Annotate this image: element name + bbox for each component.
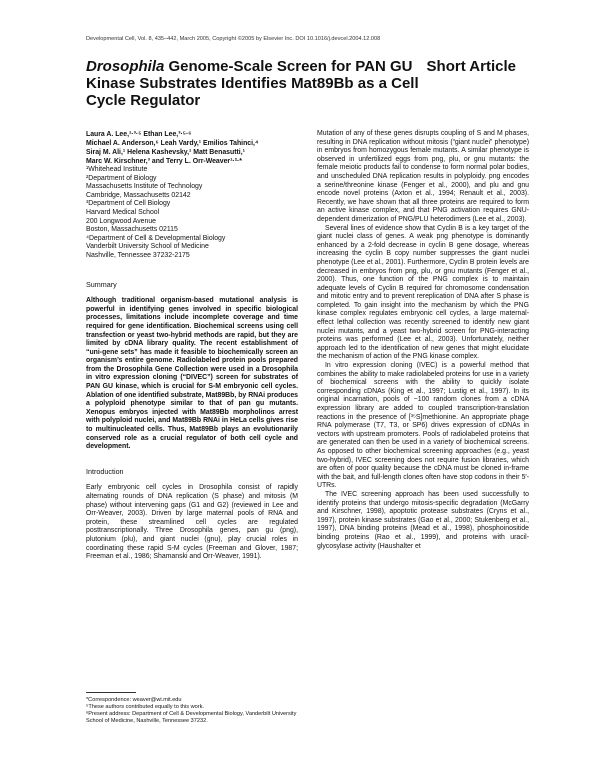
author-line: Siraj M. Ali,¹ Helena Kashevsky,¹ Matt Benasutti,¹: [86, 149, 245, 156]
article-title: [86, 58, 436, 109]
title-text: Genome-Scale Screen for PAN GU Kinase Substrates Identifies Mat89Bb as a Cell Cycle Regulator: [86, 58, 419, 109]
affiliation-line: Vanderbilt University School of Medicine: [86, 243, 209, 251]
title-italic-genus: Drosophila: [86, 58, 165, 75]
affiliation-line: 200 Longwood Avenue: [86, 217, 156, 225]
footnote-present-address: ⁶Present address: Department of Cell & Developmental Biology, Vanderbilt University School of Medicine, Nashville, Tennessee 37232.: [86, 711, 297, 724]
footnote-rule: [86, 692, 136, 693]
author-list: [86, 130, 298, 166]
introduction-paragraph: Early embryonic cell cycles in Drosophila consist of rapidly alternating rounds of DNA replication (S phase) and mitosis (M phase) without intervening gaps (G1 and G2) (reviewed in Lee and Orr-Weaver, 2003). Driven by large maternal pools of RNA and protein, these streamlined cell cycles are regulated posttranscriptionally. Three Drosophila genes, pan gu (png), plutonium (plu), and giant nuclei (gnu), play crucial roles in coordinating these rapid S-M cycles (Freeman and Glover, 1987; Freeman et al., 1986; Shamanski and Orr-Weaver, 1991).: [86, 484, 298, 561]
body-paragraph: The IVEC screening approach has been used successfully to identify proteins that undergo mitosis-specific degradation (McGarry and Kirschner, 1998), apoptotic protease substrates (Cryns et al., 1997), protein kinase substrates (Gao et al., 2000; Stukenberg et al., 1997), DNA binding proteins (Mead et al., 1998), phosphoinositide binding proteins (Rao et al., 1999), and proteins with uracil-glycosylase activity (Haushalter et: [317, 490, 529, 550]
affiliation-line: Harvard Medical School: [86, 208, 160, 216]
author-line: Marc W. Kirschner,³ and Terry L. Orr-Weaver¹·²·*: [86, 158, 242, 165]
journal-citation-line: Developmental Cell, Vol. 8, 435–442, March 2005, Copyright ©2005 by Elsevier Inc. DOI 10.1016/j.devcel.2004.12.008: [86, 36, 381, 42]
affiliation-line: Massachusetts Institute of Technology: [86, 183, 203, 191]
author-line: Michael A. Anderson,⁶ Leah Vardy,¹ Emilios Tahinci,⁴: [86, 140, 259, 147]
affiliation-line: Boston, Massachusetts 02115: [86, 226, 178, 234]
affiliation-line: ⁴Department of Cell & Developmental Biology: [86, 234, 226, 242]
footnote-correspondence: *Correspondence: weaver@wi.mit.edu: [86, 697, 182, 703]
author-line: Laura A. Lee,¹·³·⁵ Ethan Lee,³·⁵·⁶: [86, 131, 192, 138]
footnotes: [86, 692, 298, 725]
affiliation-line: ²Department of Biology: [86, 174, 157, 182]
affiliation-line: Nashville, Tennessee 37232-2175: [86, 251, 190, 259]
affiliation-line: Cambridge, Massachusetts 02142: [86, 191, 191, 199]
summary-heading: Summary: [86, 279, 117, 289]
right-column: [317, 130, 529, 551]
body-paragraph: Several lines of evidence show that Cyclin B is a key target of the giant nuclei class of genes. A weak png phenotype is dominantly enhanced by a 2-fold decrease in cyclin B gene dosage, whereas increasing the cyclin B copy number suppresses the giant nuclei phenotype (Lee et al., 2001). Furthermore, Cyclin B protein levels are decreased in embryos from png, plu, or gnu mutants (Fenger et al., 2000). Thus, one function of the PNG complex is to maintain adequate levels of Cyclin B required for chromosome condensation and mitotic entry and to prevent rereplication of DNA after S phase is completed. To gain insight into the mechanism by which the PNG kinase complex regulates embryonic cell cycles, a large maternal-effect lethal collection was recently screened to identify new giant nuclei mutants, and a yeast two-hybrid screen for PNG-interacting proteins was performed (Lee et al., 2003). Unfortunately, neither approach led to the identification of new genes that might elucidate the mechanism of action of the PNG kinase complex.: [317, 224, 529, 361]
affiliation-line: ¹Whitehead Institute: [86, 166, 148, 173]
affiliations: [86, 166, 298, 261]
left-column: [86, 130, 298, 562]
summary-text: Although traditional organism-based mutational analysis is powerful in identifying genes involved in specific biological processes, limitations include incomplete coverage and time required for gene identification. Biochemical screens using cell transfection or yeast two-hybrid methods are rapid, but they are limited by cDNA library quality. The recent establishment of “uni-gene sets” has made it feasible to biochemically screen an organism’s entire genome. Radiolabeled protein pools prepared from the Drosophila Gene Collection were used in a Drosophila in vitro expression cloning (“DIVEC”) screen for substrates of PAN GU kinase, which is crucial for S-M embryonic cell cycles. Ablation of one identified substrate, Mat89Bb, by RNAi produces a polyploid phenotype similar to that of pan gu mutants. Xenopus embryos injected with Mat89Bb morpholinos arrest with polyploid nuclei, and Mat89Bb RNAi in HeLa cells gives rise to multinucleated cells. Thus, Mat89Bb plays an evolutionarily conserved role as a crucial regulator of both cell cycle and development.: [86, 297, 298, 451]
body-paragraph: In vitro expression cloning (IVEC) is a powerful method that combines the ability to make radiolabeled proteins for use in a variety of biochemical screens with the ability to quickly isolate corresponding cDNAs (King et al., 1997; Lustig et al., 1997). In its original incarnation, pools of ~100 random clones from a cDNA expression library are added to coupled transcription-translation reactions in the presence of [³⁵S]methionine. An appropriate phage RNA polymerase (T7, T3, or SP6) drives expression of cDNAs in vectors with upstream promoters. Pools of radiolabeled proteins that are generated can then be used in a variety of biochemical screens. As opposed to other biochemical screening approaches (e.g., yeast two-hybrid), IVEC screening does not require fusion libraries, which are often of poor quality because the cDNA must be cloned in-frame with the bait, and full-length clones often have stop codons in their 5′-UTRs.: [317, 362, 529, 490]
body-paragraph: Mutation of any of these genes disrupts coupling of S and M phases, resulting in DNA replication without mitosis (“giant nuclei” phenotype) in embryos from homozygous female mutants. A similar phenotype is observed in unfertilized eggs from png, plu, or gnu mutants: the female meiotic products fail to condense to form normal polar bodies, and unscheduled DNA replication results in polyploidy. png encodes a serine/threonine kinase (Fenger et al., 2000), and plu and gnu encode novel proteins (Axton et al., 1994; Renault et al., 2003). Recently, we have shown that all three proteins are required to form an active kinase complex, and that PNG activation requires GNU-dependent dimerization of PNG/PLU heterodimers (Lee et al., 2003).: [317, 130, 529, 223]
article-type-label: Short Article: [426, 58, 516, 75]
introduction-heading: Introduction: [86, 466, 124, 476]
footnote-equal-contribution: ⁵These authors contributed equally to this work.: [86, 704, 204, 710]
affiliation-line: ³Department of Cell Biology: [86, 200, 171, 208]
